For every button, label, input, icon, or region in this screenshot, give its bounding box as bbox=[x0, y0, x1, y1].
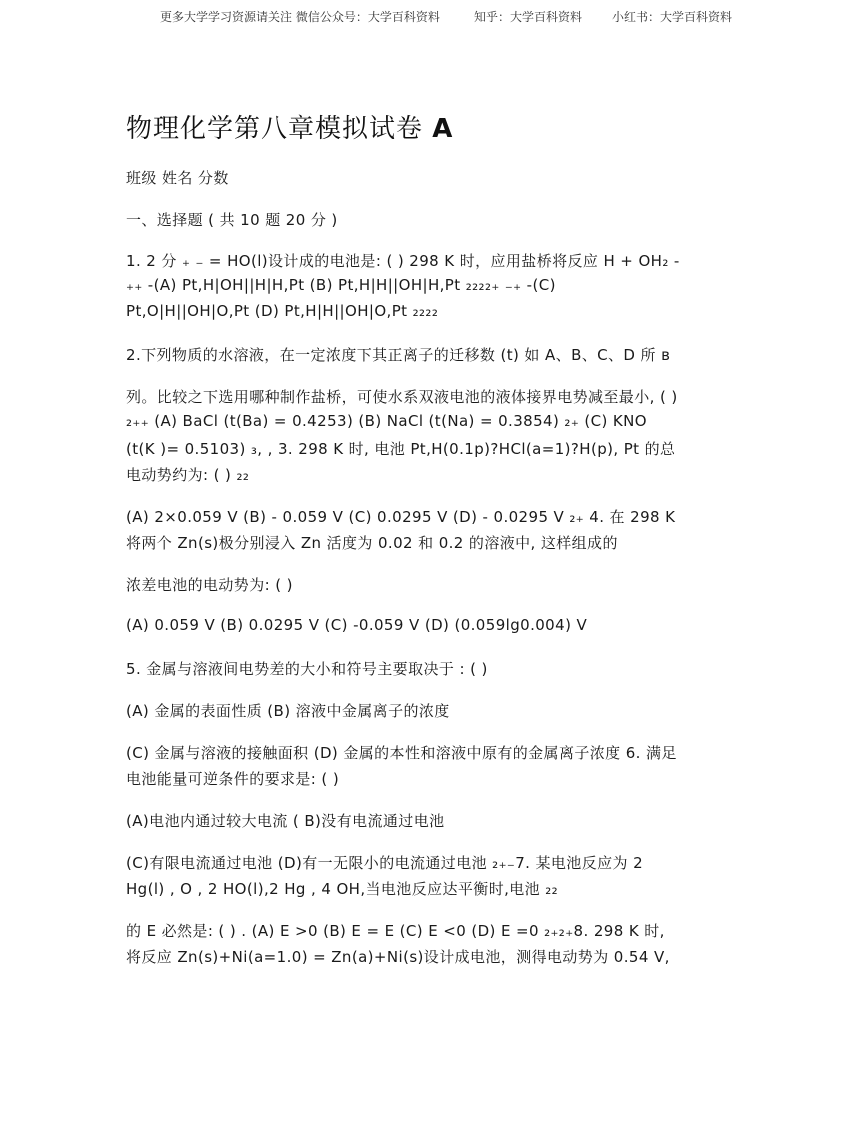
question-text-line: 2.下列物质的水溶液，在一定浓度下其正离子的迁移数 (t) 如 A、B、C、D 所 ʙ bbox=[126, 346, 671, 364]
question-text-line: (A) 金属的表面性质 (B) 溶液中金属离子的浓度 bbox=[126, 702, 450, 720]
question-text-line: 电池能量可逆条件的要求是: ( ) bbox=[126, 770, 340, 788]
header-promo-zhihu: 知乎：大学百科资料 bbox=[474, 10, 583, 24]
question-text-line: (C) 金属与溶液的接触面积 (D) 金属的本性和溶液中原有的金属离子浓度 6. 满足 bbox=[126, 744, 677, 762]
question-text-line: (A) 0.059 V (B) 0.0295 V (C) -0.059 V (D) (0.059lg0.004) V bbox=[126, 616, 588, 634]
question-text-line: 列。比较之下选用哪种制作盐桥，可使水系双液电池的液体接界电势减至最小, ( ) bbox=[126, 388, 678, 406]
title-suffix: A bbox=[432, 114, 454, 144]
question-text-line: 5. 金属与溶液间电势差的大小和符号主要取决于 : ( ) bbox=[126, 660, 488, 678]
question-text-line: 浓差电池的电动势为: ( ) bbox=[126, 576, 293, 594]
page-title bbox=[126, 108, 453, 145]
question-text-line: 电动势约为: ( ) ₂₂ bbox=[126, 466, 250, 484]
question-text-line: ₊₊ -(A) Pt,H|OH||H|H,Pt (B) Pt,H|H||OH|H,Pt ₂₂₂₂₊ ₋₊ -(C) bbox=[126, 276, 556, 294]
question-text-line: Pt,O|H||OH|O,Pt (D) Pt,H|H||OH|O,Pt ₂₂₂₂ bbox=[126, 302, 439, 320]
question-text-line: (A) 2×0.059 V (B) - 0.059 V (C) 0.0295 V (D) - 0.0295 V ₂₊ 4. 在 298 K bbox=[126, 508, 676, 526]
question-text-line: 的 E 必然是: ( ) . (A) E >0 (B) E = E (C) E <0 (D) E =0 ₂₊₂₊8. 298 K 时, bbox=[126, 922, 665, 940]
title-text: 物理化学第八章模拟试卷 bbox=[126, 114, 433, 144]
question-text-line: 1. 2 分 ₊ ₋ = HO(l)设计成的电池是: ( ) 298 K 时，应用盐桥将反应 H + OH₂ - bbox=[126, 252, 680, 270]
header-promo-wechat: 更多大学学习资源请关注 微信公众号：大学百科资料 bbox=[160, 10, 440, 24]
student-info-line: 班级 姓名 分数 bbox=[126, 169, 229, 187]
header-promo-xiaohongshu: 小红书：大学百科资料 bbox=[612, 10, 733, 24]
question-text-line: Hg(l) , O , 2 HO(l),2 Hg , 4 OH,当电池反应达平衡时,电池 ₂₂ bbox=[126, 880, 559, 898]
question-text-line: 将两个 Zn(s)极分别浸入 Zn 活度为 0.02 和 0.2 的溶液中, 这样组成的 bbox=[126, 534, 618, 552]
page-header bbox=[0, 8, 866, 28]
question-text-line: (t(K )= 0.5103) ₃, , 3. 298 K 时, 电池 Pt,H(0.1p)?HCl(a=1)?H(p), Pt 的总 bbox=[126, 440, 676, 458]
question-text-line: (C)有限电流通过电池 (D)有一无限小的电流通过电池 ₂₊₋7. 某电池反应为 2 bbox=[126, 854, 644, 872]
question-text-line: 将反应 Zn(s)+Ni(a=1.0) = Zn(a)+Ni(s)设计成电池，测得电动势为 0.54 V, bbox=[126, 948, 670, 966]
question-text-line: ₂₊₊ (A) BaCl (t(Ba) = 0.4253) (B) NaCl (t(Na) = 0.3854) ₂₊ (C) KNO bbox=[126, 412, 647, 430]
section-heading: 一、选择题 ( 共 10 题 20 分 ) bbox=[126, 211, 338, 229]
question-text-line: (A)电池内通过较大电流 ( B)没有电流通过电池 bbox=[126, 812, 445, 830]
